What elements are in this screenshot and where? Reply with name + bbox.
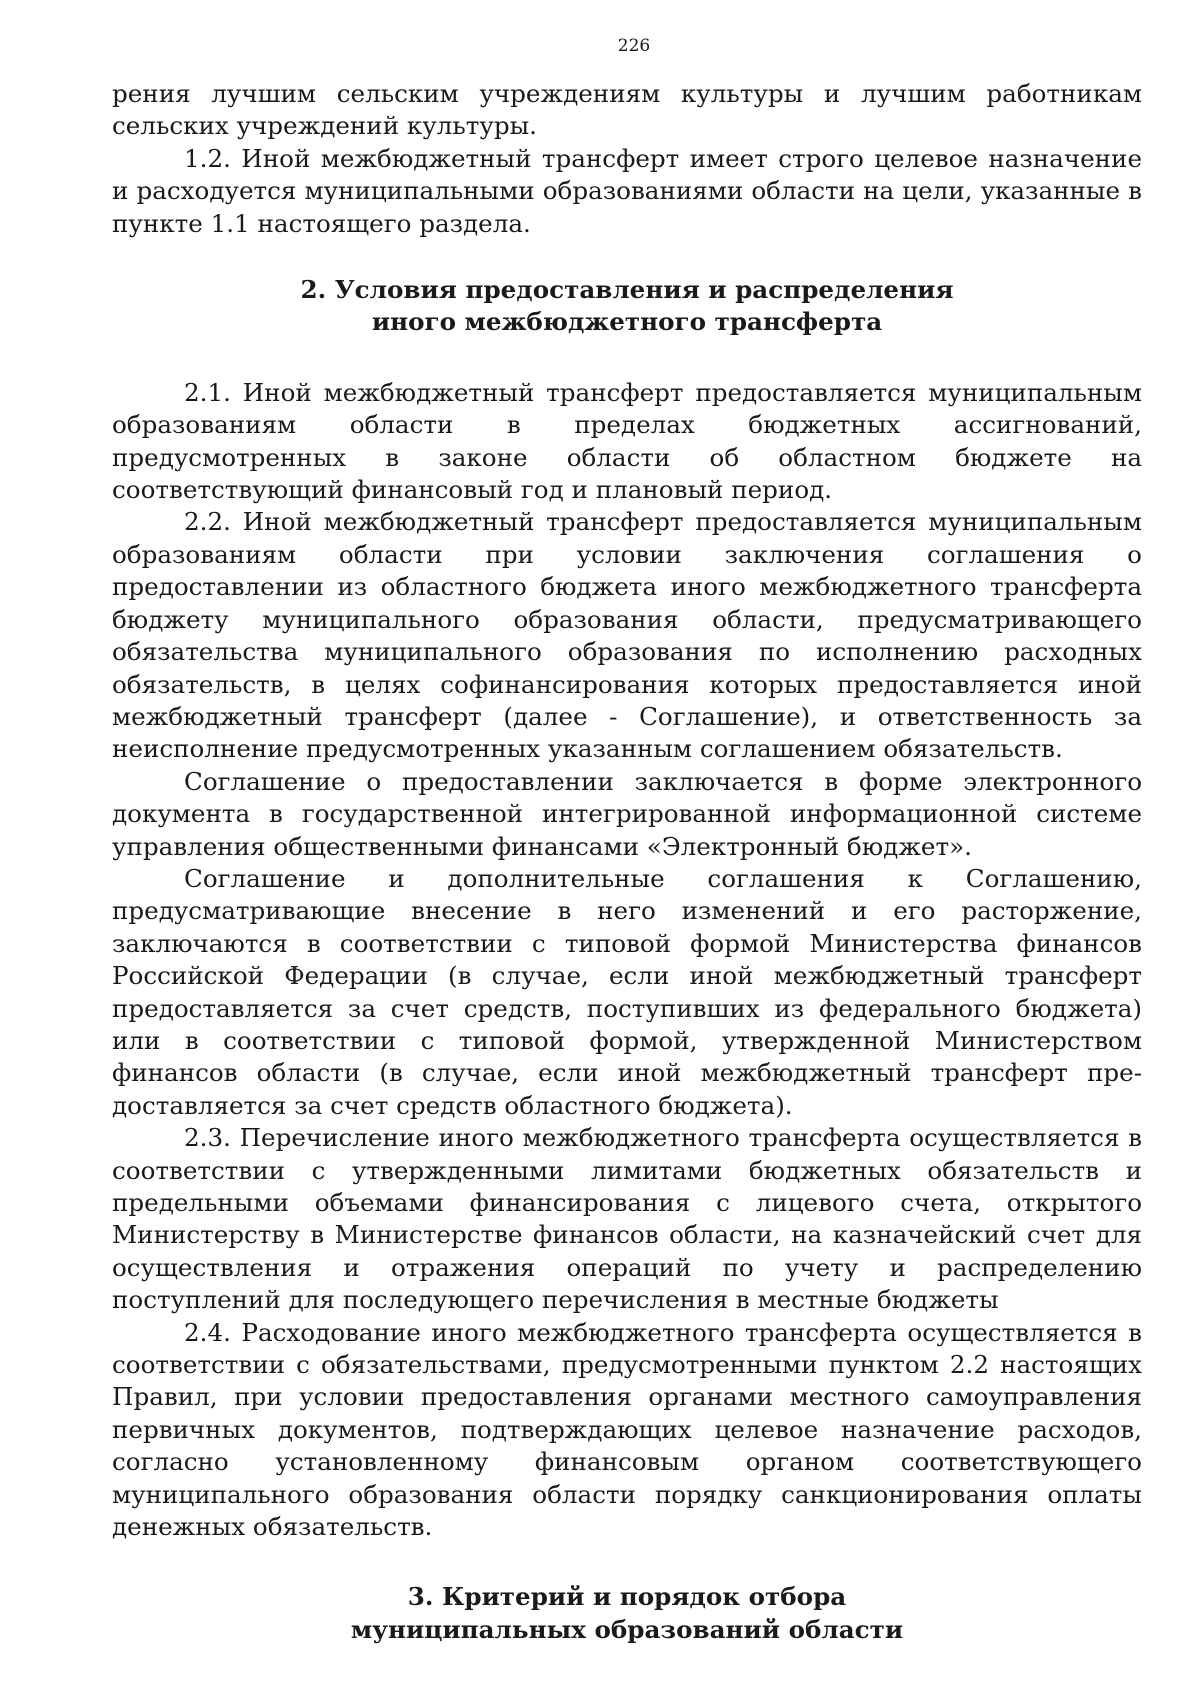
paragraph-agreement-form: Соглашение о предоставлении заключается в форме электронного документа в государственной интегрированной информационной системе управления общественными финансами «Электронный бюджет».: [112, 766, 1142, 861]
section-2-title: [112, 274, 1142, 339]
paragraph-2-1: 2.1. Иной межбюджетный трансферт предоставляется муниципальным образованиям области в пределах бюджетных ассигнований, предусмотренных в законе области об областном бюджете на соответствующий финансовый год и плановый период.: [112, 377, 1142, 505]
paragraph-1-2: 1.2. Иной межбюджетный трансферт имеет строго целевое назначение и расходуется муниципальными образованиями области на цели, указанные в пункте 1.1 настоящего раздела.: [112, 143, 1142, 238]
section-3-title-line-1: 3. Критерий и порядок отбора: [407, 1582, 847, 1612]
section-2-title-line-2: иного межбюджетного трансферта: [371, 307, 883, 337]
section-2-title-line-1: 2. Условия предоставления и распределения: [300, 275, 954, 305]
section-3-title-line-2: муниципальных образований области: [350, 1614, 904, 1644]
paragraph-continuation: рения лучшим сельским учреждениям культуры и лучшим работникам сельских учреждений культуры.: [112, 79, 1142, 141]
paragraph-agreement-changes: Соглашение и дополнительные соглашения к Соглашению, предусматривающие внесение в него изменений и его расторжение, заключаются в соответствии с типовой формой Министерства финансов Российской Федерации (в случае, если иной межбюджетный трансферт предоставляется за счет средств, поступивших из федерального бюджета) или в соответствии с типовой формой, утвержденной Министерством финансов области (в случае, если иной межбюджетный трансферт предоставляется за счет средств областного бюджета).: [112, 863, 1142, 1120]
paragraph-2-2: 2.2. Иной межбюджетный трансферт предоставляется муниципальным образованиям области при условии заключения соглашения о предоставлении из областного бюджета иного межбюджетного трансферта бюджету муниципального образования области, предусматривающего обязательства муниципального образования по исполнению расходных обязательств, в целях софинансирования которых предоставляется иной межбюджетный трансферт (далее - Соглашение), и ответственность за неисполнение предусмотренных указанным соглашением обязательств.: [112, 507, 1142, 764]
section-3-title: [112, 1581, 1142, 1646]
page-number: 226: [617, 36, 651, 56]
paragraph-2-4: 2.4. Расходование иного межбюджетного трансферта осуществляется в соответствии с обязательствами, предусмотренными пунктом 2.2 настоящих Правил, при условии предоставления органами местного самоуправления первичных документов, подтверждающих целевое назначение расходов, согласно установленному финансовым органом соответствующего муниципального образования области порядку санкционирования оплаты денежных обязательств.: [112, 1317, 1142, 1542]
paragraph-2-3: 2.3. Перечисление иного межбюджетного трансферта осуществляется в соответствии с утвержденными лимитами бюджетных обязательств и предельными объемами финансирования с лицевого счета, открытого Министерству в Министерстве финансов области, на казначейский счет для осуществления и отражения операций по учету и распределению поступлений для последующего перечисления в местные бюджеты: [112, 1123, 1142, 1315]
